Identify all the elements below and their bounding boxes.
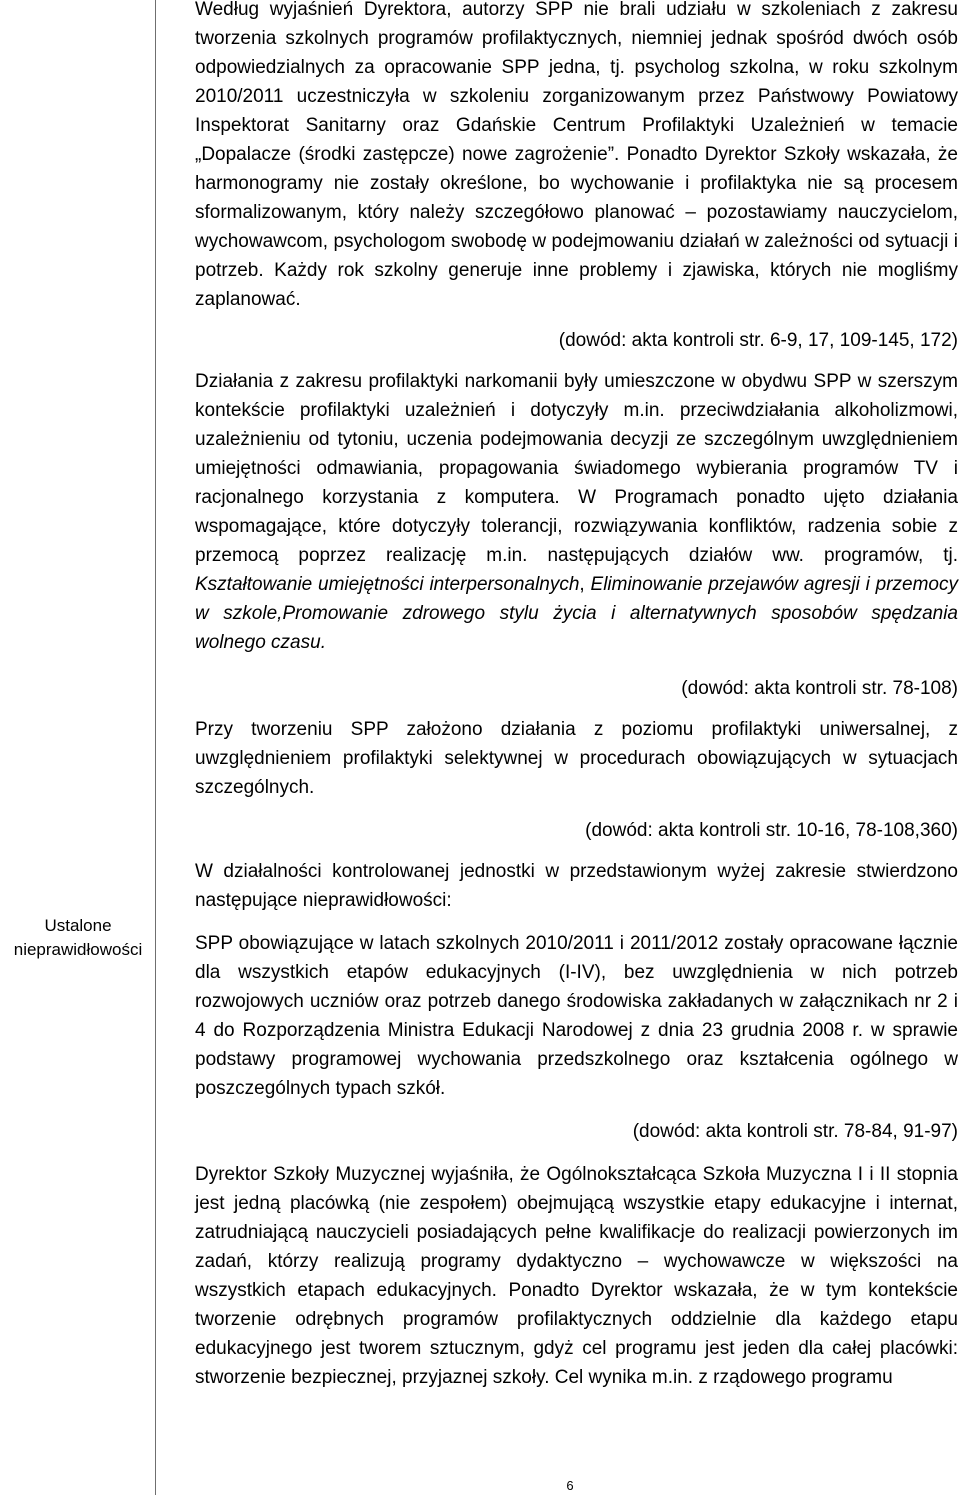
program-section-aggression-health: Eliminowanie przejawów agresji i przemocy w szkole,Promowanie zdrowego stylu życia i alternatywnych sposobów spędzania wolnego czasu. xyxy=(195,574,958,653)
evidence-ref-5: (dowód: akta kontroli str. 78-84, 91-97) xyxy=(632,1121,958,1142)
paragraph-training: Według wyjaśnień Dyrektora, autorzy SPP nie brali udziału w szkoleniach z zakresu tworzenia szkolnych programów profilaktycznych, niemniej jednak spośród dwóch osób odpowiedzialnych za opracowanie SPP jedna, tj. psycholog szkolna, w roku szkolnym 2010/2011 uczestniczyła w szkoleniu zorganizowanym przez Państwowy Powiatowy Inspektorat Sanitarny oraz Gdańskie Centrum Profilaktyki Uzależnień w temacie „Dopalacze (środki zastępcze) nowe zagrożenie”. Ponadto Dyrektor Szkoły wskazała, że harmonogramy nie zostały określone, bo wychowanie i profilaktyka nie są procesem sformalizowanym, który należy szczegółowo planować – pozostawiamy nauczycielom, wychowawcom, psychologom swobodę w podejmowaniu działań w zależności od sytuacji i potrzeb. Każdy rok szkolny generuje inne problemy i zjawiska, których nie mogliśmy zaplanować. xyxy=(195,0,958,310)
findings-label-line1: Ustalone xyxy=(44,916,112,935)
evidence-ref-3: (dowód: akta kontroli str. 10-16, 78-108,360) xyxy=(585,820,958,841)
program-section-interpersonal: Kształtowanie umiejętności interpersonalnych xyxy=(195,574,580,595)
findings-section-label xyxy=(0,914,156,962)
paragraph-drug-prevention xyxy=(195,367,958,657)
paragraph-director-explanation: Dyrektor Szkoły Muzycznej wyjaśniła, że Ogólnokształcąca Szkoła Muzyczna I i II stopnia jest jedną placówką (nie zespołem) obejmującą wszystkie etapy edukacyjne i internat, zatrudniającą nauczycieli posiadających pełne kwalifikacje do realizacji powierzonych im zadań, którzy realizują programy dydaktyczno – wychowawcze w większości na wszystkich etapach edukacyjnych. Ponadto Dyrektor wskazała, że w tym kontekście tworzenie odrębnych programów profilaktycznych oddzielnie dla każdego etapu edukacyjnego jest tworem sztucznym, gdyż cel programu jest jeden dla całej placówki: stworzenie bezpiecznej, przyjaznej szkoły. Cel wynika m.in. z rządowego programu xyxy=(195,1164,958,1388)
separator-comma: , xyxy=(579,574,591,595)
paragraph-findings-intro: W działalności kontrolowanej jednostki w przedstawionym wyżej zakresie stwierdzono następujące nieprawidłowości: xyxy=(195,861,958,911)
findings-label-line2: nieprawidłowości xyxy=(13,940,143,959)
page-number: 6 xyxy=(566,1478,574,1493)
left-margin-column xyxy=(0,0,156,1495)
paragraph-drug-prevention-text: Działania z zakresu profilaktyki narkomanii były umieszczone w obydwu SPP w szerszym kontekście profilaktyki uzależnień i dotyczyły m.in. przeciwdziałania alkoholizmowi, uzależnieniu od tytoniu, uczenia podejmowania decyzji ze szczególnym uwzględnieniem umiejętności odmawiania, propagowania świadomego wybierania programów TV i racjonalnego korzystania z komputera. W Programach ponadto ujęto działania wspomagające, które dotyczyły tolerancji, rozwiązywania konfliktów, radzenia sobie z przemocą poprzez realizację m.in. następujących działów ww. programów, tj. xyxy=(195,371,958,566)
paragraph-prevention-levels: Przy tworzeniu SPP założono działania z poziomu profilaktyki uniwersalnej, z uwzględnieniem profilaktyki selektywnej w procedurach obowiązujących w sytuacjach szczególnych. xyxy=(195,719,958,798)
evidence-ref-1: (dowód: akta kontroli str. 6-9, 17, 109-145, 172) xyxy=(558,330,958,351)
document-body xyxy=(195,0,958,1392)
paragraph-spp-finding: SPP obowiązujące w latach szkolnych 2010/2011 i 2011/2012 zostały opracowane łącznie dla wszystkich etapów edukacyjnych (I-IV), bez uwzględnienia w nich potrzeb rozwojowych uczniów oraz potrzeb danego środowiska zakładanych w załącznikach nr 2 i 4 do Rozporządzenia Ministra Edukacji Narodowej z dnia 23 grudnia 2008 r. w sprawie podstawy programowej wychowania przedszkolnego oraz kształcenia ogólnego w poszczególnych typach szkół. xyxy=(195,933,958,1099)
evidence-ref-2: (dowód: akta kontroli str. 78-108) xyxy=(681,678,958,699)
